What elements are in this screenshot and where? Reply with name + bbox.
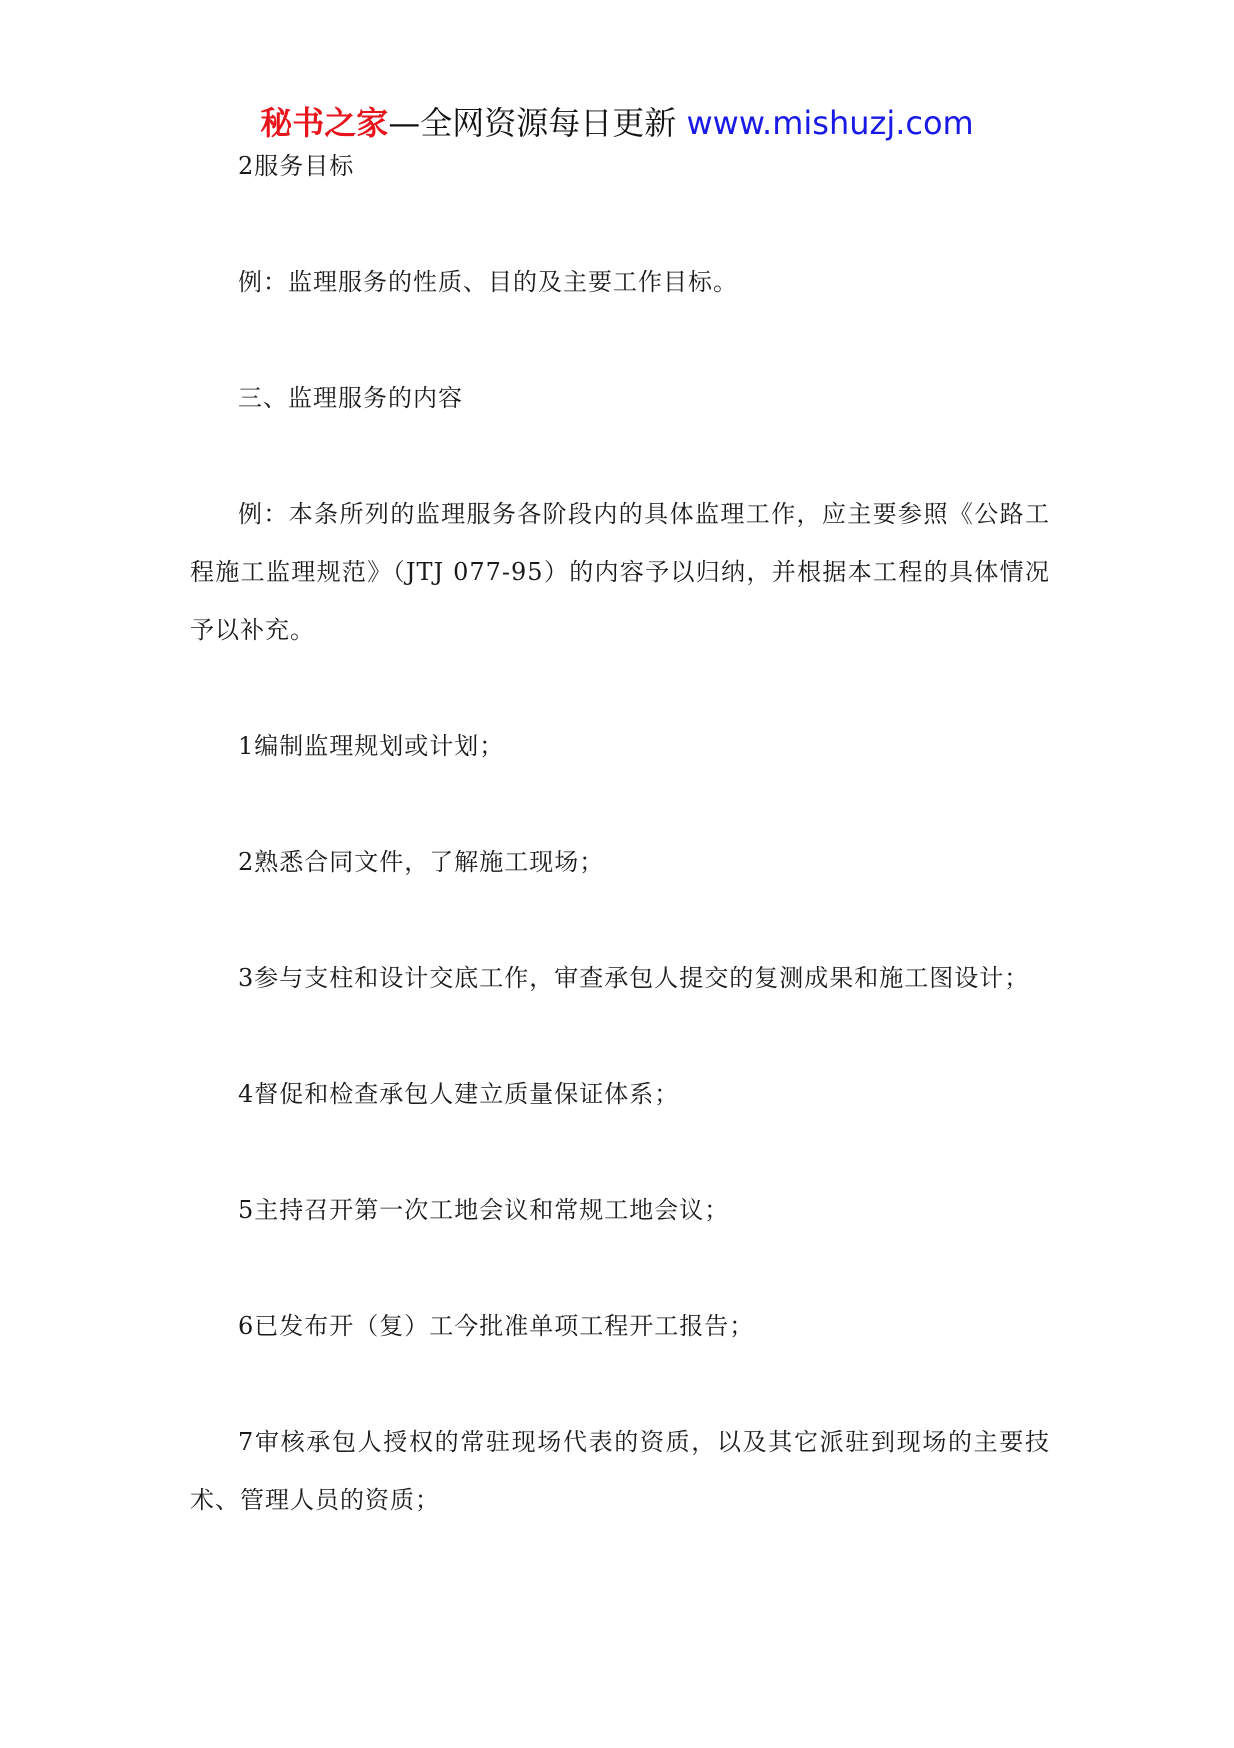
banner-tagline: —全网资源每日更新 <box>388 104 677 142</box>
list-item-7: 7审核承包人授权的常驻现场代表的资质，以及其它派驻到现场的主要技术、管理人员的资质； <box>190 1428 1050 1514</box>
list-item-2: 2熟悉合同文件，了解施工现场； <box>238 848 605 876</box>
paragraph-service-goal-example: 例：监理服务的性质、目的及主要工作目标。 <box>238 268 738 296</box>
list-item-4: 4督促和检查承包人建立质量保证体系； <box>238 1080 680 1108</box>
banner-brand: 秘书之家 <box>260 104 389 142</box>
paragraph-service-goal-heading: 2服务目标 <box>238 152 355 180</box>
list-item-3: 3参与支柱和设计交底工作，审查承包人提交的复测成果和施工图设计； <box>238 964 1030 992</box>
list-item-6: 6已发布开（复）工今批准单项工程开工报告； <box>238 1312 755 1340</box>
list-item-1: 1编制监理规划或计划； <box>238 732 505 760</box>
paragraph-service-content-example: 例：本条所列的监理服务各阶段内的具体监理工作，应主要参照《公路工程施工监理规范》（JTJ 077-95）的内容予以归纳，并根据本工程的具体情况予以补充。 <box>190 500 1050 644</box>
banner-url-link[interactable]: www.mishuzj.com <box>686 104 974 142</box>
list-item-5: 5主持召开第一次工地会议和常规工地会议； <box>238 1196 730 1224</box>
section-heading-service-content: 三、监理服务的内容 <box>238 384 463 412</box>
